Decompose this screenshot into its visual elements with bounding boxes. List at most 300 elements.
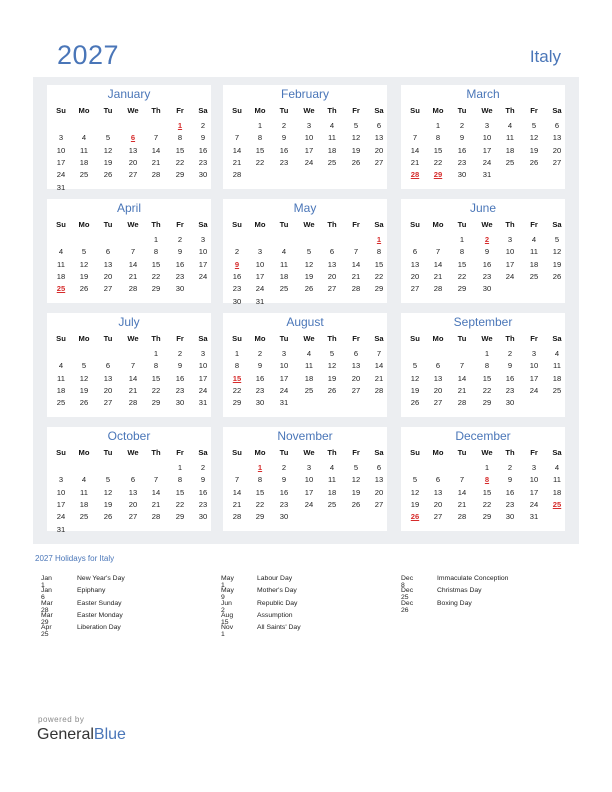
weekday-label: Tu xyxy=(103,220,113,229)
month-name: April xyxy=(116,201,141,215)
calendar-day: 16 xyxy=(198,145,208,155)
calendar-day: 23 xyxy=(279,499,289,509)
calendar-day: 2 xyxy=(177,235,183,244)
calendar-day: 5 xyxy=(412,475,418,485)
calendar-day: 31 xyxy=(56,524,66,534)
calendar-day: 4 xyxy=(81,475,87,485)
calendar-day: 25 xyxy=(56,398,66,408)
calendar-day: 1 xyxy=(153,349,159,358)
calendar-day: 25 xyxy=(79,512,89,522)
calendar-day: 4 xyxy=(554,349,560,358)
calendar-day: 4 xyxy=(58,247,64,257)
calendar-day: 12 xyxy=(304,259,314,269)
month-february xyxy=(223,85,387,189)
calendar-day: 5 xyxy=(554,235,560,244)
calendar-day: 1 xyxy=(484,349,490,358)
calendar-day: 8 xyxy=(376,247,382,257)
holiday-date: Dec 8 xyxy=(401,575,414,589)
calendar-day: 24 xyxy=(505,271,515,281)
calendar-day: 9 xyxy=(507,361,513,371)
holiday-day: 29 xyxy=(433,170,443,180)
holiday-name: Easter Sunday xyxy=(77,599,122,607)
calendar-day: 20 xyxy=(327,271,337,281)
calendar-day: 14 xyxy=(232,145,242,155)
calendar-day: 17 xyxy=(198,373,208,383)
calendar-day: 14 xyxy=(128,259,138,269)
calendar-day: 24 xyxy=(255,284,265,294)
calendar-day: 18 xyxy=(79,157,89,167)
calendar-day: 27 xyxy=(351,385,361,395)
weekday-label: Tu xyxy=(457,220,467,229)
month-name: June xyxy=(469,201,497,215)
calendar-day: 10 xyxy=(56,487,66,497)
calendar-day: 16 xyxy=(232,271,242,281)
calendar-day: 23 xyxy=(175,385,185,395)
weekday-label: We xyxy=(127,220,139,229)
calendar-day: 6 xyxy=(105,361,111,371)
calendar-day: 29 xyxy=(175,170,185,180)
calendar-day: 25 xyxy=(529,271,539,281)
month-name: November xyxy=(277,429,333,443)
calendar-day: 8 xyxy=(459,247,465,257)
calendar-day: 11 xyxy=(280,259,288,269)
calendar-day: 19 xyxy=(351,487,361,497)
calendar-day: 30 xyxy=(505,512,515,522)
holiday-date: Mar 29 xyxy=(41,611,53,626)
calendar-day: 3 xyxy=(484,121,490,130)
weekday-label: Mo xyxy=(254,334,266,343)
month-june xyxy=(401,199,565,303)
calendar-day: 29 xyxy=(151,398,161,408)
country-title: Italy xyxy=(529,47,561,66)
calendar-day: 16 xyxy=(505,487,515,497)
calendar-day: 13 xyxy=(103,373,113,383)
calendar-day: 14 xyxy=(151,145,161,155)
calendar-day: 25 xyxy=(327,499,337,509)
calendar-day: 21 xyxy=(128,271,138,281)
calendar-day: 7 xyxy=(376,349,382,358)
calendar-day: 14 xyxy=(151,487,161,497)
calendar-day: 4 xyxy=(554,463,560,472)
holiday-date: May 1 xyxy=(221,575,234,589)
holiday-name: Liberation Day xyxy=(77,624,121,632)
weekday-label: Th xyxy=(505,334,515,343)
holiday-name: Epiphany xyxy=(77,587,106,595)
holiday-date: Dec 25 xyxy=(401,587,414,602)
calendar-day: 31 xyxy=(255,296,265,306)
calendar-day: 19 xyxy=(410,499,420,509)
calendar-day: 22 xyxy=(374,271,384,281)
calendar-day: 24 xyxy=(529,385,539,395)
calendar-day: 12 xyxy=(103,487,113,497)
calendar-day: 26 xyxy=(410,398,420,408)
weekday-label: Su xyxy=(410,448,420,457)
weekday-label: Fr xyxy=(352,334,360,343)
holiday-date: Dec 26 xyxy=(401,599,414,614)
calendar-day: 17 xyxy=(56,157,66,167)
calendar-day: 28 xyxy=(128,398,138,408)
weekday-label: Fr xyxy=(530,106,538,115)
holiday-name: Immaculate Conception xyxy=(437,575,509,582)
calendar-day: 29 xyxy=(175,512,185,522)
calendar-day: 23 xyxy=(505,499,515,509)
calendar-day: 13 xyxy=(374,475,384,485)
powered-by-label: powered by xyxy=(38,715,85,724)
weekday-label: We xyxy=(481,220,493,229)
calendar-day: 11 xyxy=(80,145,88,155)
weekday-label: Fr xyxy=(352,220,360,229)
weekday-label: Su xyxy=(232,220,242,229)
calendar-day: 26 xyxy=(327,385,337,395)
month-april xyxy=(47,199,211,303)
weekday-label: Tu xyxy=(279,106,289,115)
calendar-day: 17 xyxy=(198,259,208,269)
weekday-label: We xyxy=(127,106,139,115)
calendar-day: 5 xyxy=(353,463,359,472)
weekday-label: Tu xyxy=(457,106,467,115)
calendar-day: 26 xyxy=(529,157,539,167)
month-october xyxy=(47,427,211,534)
weekday-label: Su xyxy=(410,106,420,115)
calendar-day: 15 xyxy=(457,259,467,269)
holiday-name: Boxing Day xyxy=(437,599,472,607)
calendar-day: 17 xyxy=(304,145,314,155)
calendar-day: 29 xyxy=(151,284,161,294)
weekday-label: We xyxy=(303,334,315,343)
calendar-day: 8 xyxy=(153,361,159,371)
calendar-day: 23 xyxy=(232,284,242,294)
month-name: July xyxy=(118,315,140,329)
weekday-label: Th xyxy=(151,220,161,229)
calendar-day: 29 xyxy=(482,398,492,408)
calendar-day: 5 xyxy=(412,361,418,371)
calendar-day: 10 xyxy=(56,145,66,155)
weekday-label: Su xyxy=(232,334,242,343)
weekday-label: Th xyxy=(151,448,161,457)
calendar-day: 17 xyxy=(255,271,265,281)
calendar-day: 23 xyxy=(198,157,208,167)
calendar-day: 10 xyxy=(198,361,208,371)
weekday-label: Su xyxy=(410,220,420,229)
weekday-label: Su xyxy=(56,334,66,343)
weekday-label: We xyxy=(481,448,493,457)
calendar-day: 7 xyxy=(412,133,418,143)
calendar-day: 12 xyxy=(410,487,420,497)
weekday-label: Th xyxy=(505,448,515,457)
calendar-day: 23 xyxy=(255,385,265,395)
calendar-day: 30 xyxy=(232,296,242,306)
calendar-day: 29 xyxy=(482,512,492,522)
calendar-day: 22 xyxy=(232,385,242,395)
calendar-grid xyxy=(33,77,579,544)
calendar-day: 1 xyxy=(177,463,183,472)
calendar-day: 6 xyxy=(435,361,441,371)
calendar-day: 24 xyxy=(56,512,66,522)
calendar-day: 10 xyxy=(279,361,289,371)
brand-part2: Blue xyxy=(93,726,126,743)
holiday-name: Labour Day xyxy=(257,575,293,582)
calendar-day: 4 xyxy=(81,133,87,143)
calendar-day: 21 xyxy=(433,271,443,281)
calendar-day: 11 xyxy=(328,475,336,485)
calendar-day: 17 xyxy=(529,487,539,497)
weekday-label: Sa xyxy=(198,220,208,229)
calendar-day: 8 xyxy=(177,133,183,143)
calendar-day: 17 xyxy=(279,373,289,383)
calendar-day: 6 xyxy=(554,121,560,130)
calendar-day: 19 xyxy=(410,385,420,395)
calendar-day: 19 xyxy=(304,271,314,281)
calendar-day: 24 xyxy=(198,271,208,281)
calendar-day: 2 xyxy=(459,121,465,130)
calendar-day: 30 xyxy=(482,284,492,294)
weekday-label: Mo xyxy=(78,448,90,457)
month-july xyxy=(47,313,211,417)
calendar-day: 2 xyxy=(281,121,287,130)
calendar-day: 21 xyxy=(232,157,242,167)
calendar-day: 14 xyxy=(457,487,467,497)
year-title: 2027 xyxy=(57,40,120,70)
calendar-day: 17 xyxy=(304,487,314,497)
calendar-day: 22 xyxy=(433,157,443,167)
calendar-day: 15 xyxy=(151,259,161,269)
holiday-day: 1 xyxy=(257,463,263,472)
weekday-label: Sa xyxy=(198,334,208,343)
weekday-label: Su xyxy=(56,448,66,457)
calendar-day: 26 xyxy=(103,170,113,180)
calendar-day: 2 xyxy=(200,121,206,130)
calendar-day: 30 xyxy=(457,170,467,180)
calendar-day: 13 xyxy=(103,259,113,269)
weekday-label: We xyxy=(303,220,315,229)
calendar-day: 20 xyxy=(128,157,138,167)
calendar-day: 4 xyxy=(507,121,513,130)
calendar-day: 31 xyxy=(529,512,539,522)
calendar-day: 15 xyxy=(255,145,265,155)
calendar-day: 13 xyxy=(351,361,361,371)
calendar-day: 5 xyxy=(81,247,87,257)
weekday-label: Th xyxy=(151,106,161,115)
calendar-day: 28 xyxy=(151,512,161,522)
calendar-day: 14 xyxy=(457,373,467,383)
calendar-day: 4 xyxy=(531,235,537,244)
calendar-day: 15 xyxy=(482,487,492,497)
calendar-day: 19 xyxy=(103,499,113,509)
calendar-day: 23 xyxy=(505,385,515,395)
calendar-day: 28 xyxy=(232,170,242,180)
holiday-day: 25 xyxy=(552,499,562,509)
calendar-day: 1 xyxy=(435,121,441,130)
weekday-label: Fr xyxy=(352,448,360,457)
calendar-day: 13 xyxy=(552,133,562,143)
weekday-label: Mo xyxy=(432,448,444,457)
calendar-day: 1 xyxy=(153,235,159,244)
calendar-day: 8 xyxy=(177,475,183,485)
holiday-day: 1 xyxy=(177,121,183,130)
calendar-day: 22 xyxy=(175,157,185,167)
calendar-day: 16 xyxy=(175,373,185,383)
weekday-label: Sa xyxy=(374,334,384,343)
calendar-day: 26 xyxy=(351,157,361,167)
calendar-day: 19 xyxy=(529,145,539,155)
calendar-day: 26 xyxy=(351,499,361,509)
calendar-day: 22 xyxy=(151,385,161,395)
weekday-label: Tu xyxy=(103,334,113,343)
calendar-day: 8 xyxy=(153,247,159,257)
calendar-day: 9 xyxy=(200,133,206,143)
holiday-name: Mother's Day xyxy=(257,587,297,595)
calendar-day: 4 xyxy=(306,349,312,358)
calendar-day: 19 xyxy=(79,385,89,395)
calendar-day: 16 xyxy=(457,145,467,155)
calendar-day: 3 xyxy=(200,235,206,244)
weekday-label: Tu xyxy=(103,106,113,115)
calendar-day: 30 xyxy=(255,398,265,408)
weekday-label: Su xyxy=(56,106,66,115)
calendar-day: 30 xyxy=(198,512,208,522)
holiday-date: Jan 1 xyxy=(41,575,52,589)
calendar-day: 22 xyxy=(457,271,467,281)
calendar-day: 26 xyxy=(103,512,113,522)
calendar-day: 21 xyxy=(351,271,361,281)
calendar-day: 26 xyxy=(304,284,314,294)
weekday-label: Mo xyxy=(432,334,444,343)
calendar-day: 27 xyxy=(374,157,384,167)
calendar-day: 25 xyxy=(505,157,515,167)
calendar-day: 3 xyxy=(58,475,64,485)
calendar-day: 6 xyxy=(376,463,382,472)
calendar-day: 3 xyxy=(531,463,537,472)
calendar-day: 18 xyxy=(304,373,314,383)
calendar-day: 10 xyxy=(529,475,539,485)
calendar-day: 30 xyxy=(505,398,515,408)
weekday-label: Mo xyxy=(254,448,266,457)
calendar-day: 20 xyxy=(410,271,420,281)
weekday-label: Fr xyxy=(530,334,538,343)
calendar-day: 27 xyxy=(410,284,420,294)
calendar-day: 15 xyxy=(433,145,443,155)
calendar-day: 26 xyxy=(79,284,89,294)
calendar-day: 5 xyxy=(105,475,111,485)
holiday-day: 25 xyxy=(56,284,66,294)
calendar-day: 3 xyxy=(58,133,64,143)
calendar-day: 20 xyxy=(374,145,384,155)
calendar-day: 17 xyxy=(529,373,539,383)
calendar-day: 18 xyxy=(552,373,562,383)
weekday-label: Fr xyxy=(176,106,184,115)
calendar-day: 24 xyxy=(304,157,314,167)
calendar-day: 20 xyxy=(351,373,361,383)
weekday-label: Sa xyxy=(374,220,384,229)
calendar-day: 7 xyxy=(130,361,136,371)
holiday-date: Jan 6 xyxy=(41,587,52,602)
calendar-day: 12 xyxy=(351,133,361,143)
calendar-day: 3 xyxy=(200,349,206,358)
calendar-day: 19 xyxy=(351,145,361,155)
calendar-day: 6 xyxy=(376,121,382,130)
calendar-day: 12 xyxy=(410,373,420,383)
holiday-day: 6 xyxy=(130,133,136,143)
calendar-day: 18 xyxy=(327,145,337,155)
calendar-day: 28 xyxy=(374,385,384,395)
calendar-day: 27 xyxy=(433,398,443,408)
brand-part1: General xyxy=(37,726,94,743)
calendar-day: 23 xyxy=(279,157,289,167)
calendar-day: 22 xyxy=(255,157,265,167)
calendar-day: 25 xyxy=(304,385,314,395)
calendar-day: 23 xyxy=(482,271,492,281)
calendar-day: 12 xyxy=(103,145,113,155)
weekday-label: Th xyxy=(327,220,337,229)
calendar-day: 12 xyxy=(529,133,539,143)
holiday-day: 28 xyxy=(410,170,420,180)
calendar-day: 7 xyxy=(459,475,465,485)
calendar-day: 2 xyxy=(281,463,287,472)
weekday-label: Tu xyxy=(279,220,289,229)
calendar-day: 12 xyxy=(351,475,361,485)
month-september xyxy=(401,313,565,417)
calendar-day: 6 xyxy=(329,247,335,257)
calendar-day: 18 xyxy=(505,145,515,155)
calendar-day: 7 xyxy=(153,133,159,143)
weekday-label: We xyxy=(127,448,139,457)
month-january xyxy=(47,85,211,192)
calendar-day: 23 xyxy=(457,157,467,167)
calendar-day: 8 xyxy=(435,133,441,143)
calendar-day: 24 xyxy=(304,499,314,509)
calendar-day: 23 xyxy=(175,271,185,281)
calendar-day: 7 xyxy=(435,247,441,257)
calendar-day: 13 xyxy=(128,487,138,497)
weekday-label: Sa xyxy=(552,448,562,457)
calendar-day: 9 xyxy=(177,247,183,257)
holiday-date: Apr 25 xyxy=(41,624,52,639)
holiday-date: Nov 1 xyxy=(221,624,234,639)
calendar-day: 5 xyxy=(353,121,359,130)
calendar-day: 24 xyxy=(529,499,539,509)
calendar-day: 2 xyxy=(257,349,263,358)
calendar-day: 27 xyxy=(433,512,443,522)
holiday-day: 15 xyxy=(232,373,242,383)
calendar-day: 19 xyxy=(103,157,113,167)
calendar-day: 18 xyxy=(56,385,66,395)
month-march xyxy=(401,85,565,189)
calendar-day: 22 xyxy=(255,499,265,509)
calendar-day: 13 xyxy=(128,145,138,155)
calendar-day: 6 xyxy=(353,349,359,358)
weekday-label: Sa xyxy=(552,334,562,343)
weekday-label: Su xyxy=(410,334,420,343)
calendar-day: 30 xyxy=(175,284,185,294)
month-may xyxy=(223,199,387,306)
calendar-day: 1 xyxy=(234,349,240,358)
calendar-day: 13 xyxy=(433,373,443,383)
calendar-day: 24 xyxy=(56,170,66,180)
calendar-day: 12 xyxy=(79,259,89,269)
weekday-label: Sa xyxy=(552,220,562,229)
calendar-day: 11 xyxy=(57,259,65,269)
month-name: December xyxy=(455,429,511,443)
calendar-day: 6 xyxy=(105,247,111,257)
calendar-day: 3 xyxy=(281,349,287,358)
calendar-day: 5 xyxy=(531,121,537,130)
calendar-day: 18 xyxy=(552,487,562,497)
calendar-day: 20 xyxy=(128,499,138,509)
calendar-day: 9 xyxy=(257,361,263,371)
calendar-day: 7 xyxy=(153,475,159,485)
weekday-label: Mo xyxy=(78,334,90,343)
holiday-name: Easter Monday xyxy=(77,611,123,619)
